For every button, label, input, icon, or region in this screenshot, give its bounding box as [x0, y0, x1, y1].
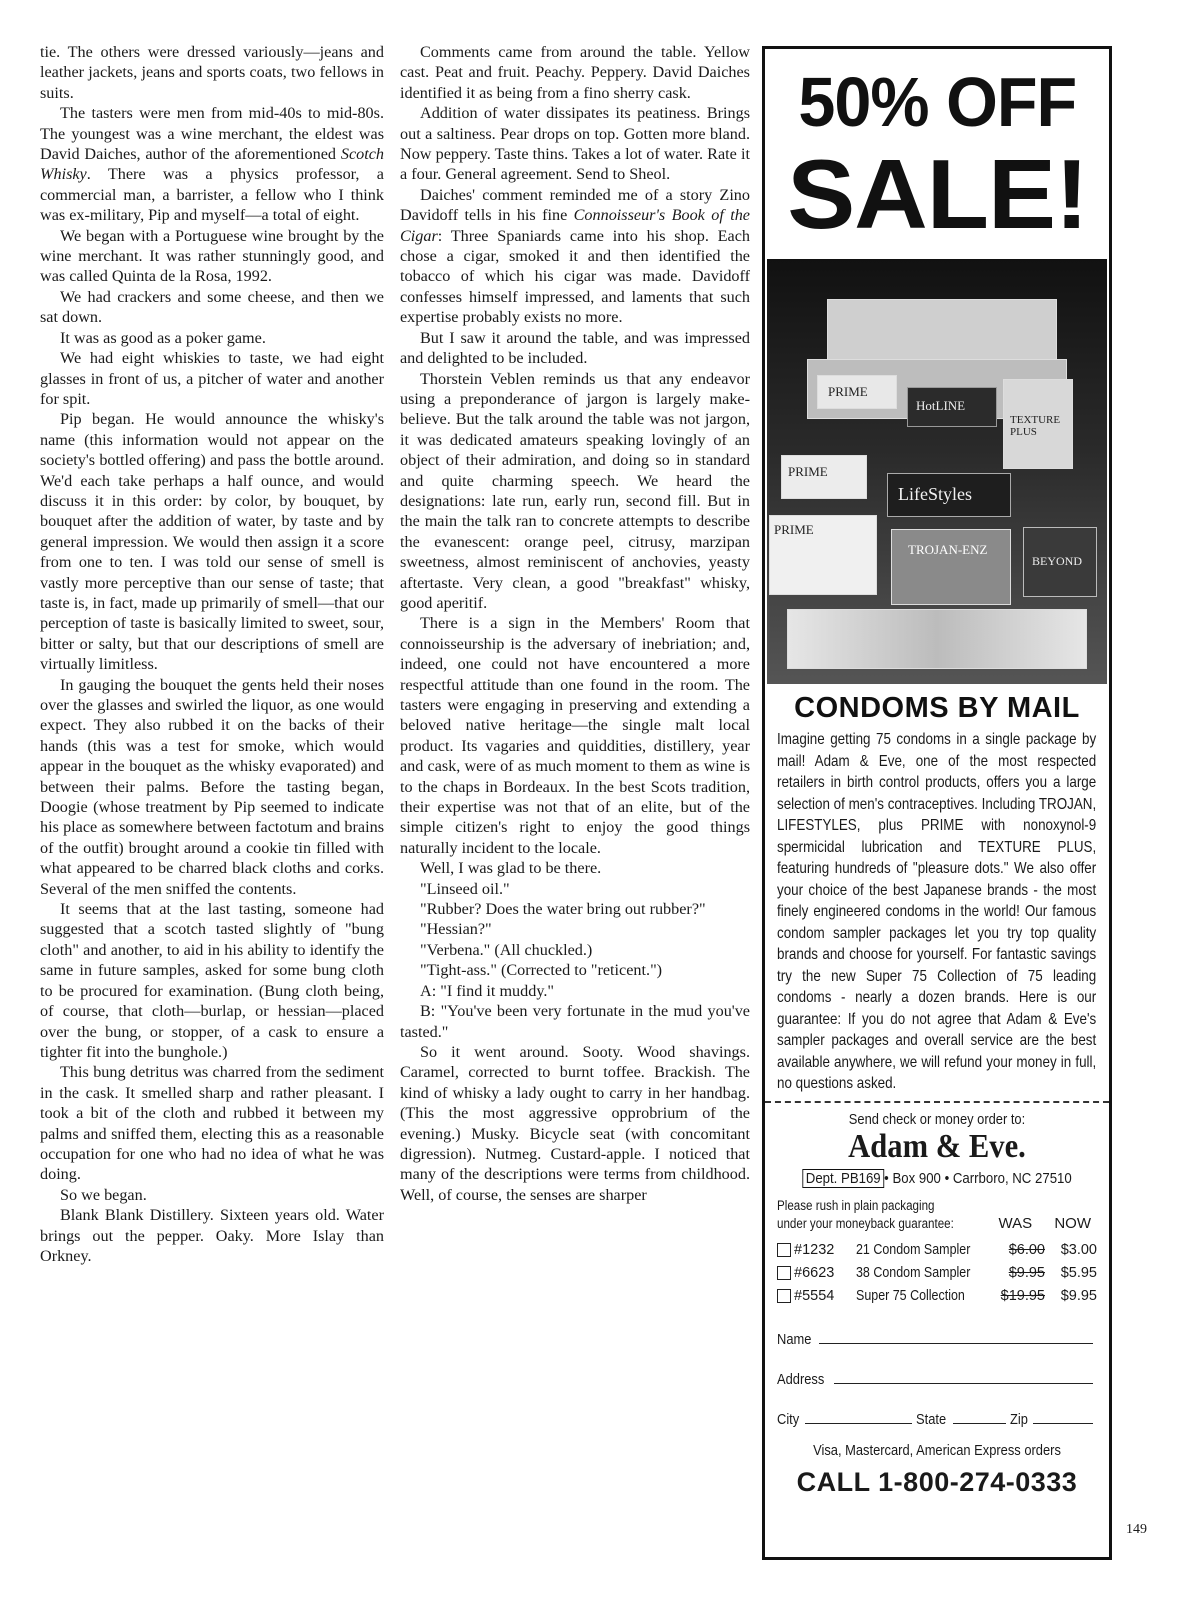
package: TEXTURE PLUS	[1003, 379, 1073, 469]
paragraph: Daiches' comment reminded me of a story Zino Davidoff tells in his fine Connoisseur's Book of the Cigar: Three Spaniards came into his shop. Each chose a cigar, smoked it and then identified the tobacco of which his cigar was made. Davidoff confesses himself impressed, and laments that such expertise probably exists no more.	[400, 185, 750, 327]
product-photo	[767, 259, 1107, 684]
send-instructions: Send check or money order to:	[848, 1110, 1026, 1128]
book-title: Scotch Whisky	[40, 145, 384, 184]
order-row[interactable]: #1232 21 Condom Sampler $6.00 $3.00	[777, 1239, 1097, 1262]
ad-headline	[765, 49, 1109, 259]
paragraph: "Rubber? Does the water bring out rubber?"	[420, 900, 706, 919]
book-title: Connoisseur's Book of the Cigar	[400, 206, 750, 245]
paragraph: "Hessian?"	[420, 920, 492, 939]
brand-logo: Adam & Eve.	[848, 1127, 1026, 1165]
dept-code: Dept. PB169	[802, 1169, 884, 1188]
paragraph: But I saw it around the table, and was impressed and delighted to be included.	[400, 328, 750, 368]
package: PRIME	[769, 515, 877, 595]
paragraph: So we began.	[60, 1185, 147, 1204]
paragraph: We began with a Portuguese wine brought by the wine merchant. It was rather stunningly good, and was called Quinta de la Rosa, 1992.	[40, 226, 384, 286]
price-headers: WAS NOW	[998, 1214, 1091, 1232]
paragraph: Pip began. He would announce the whisky's name (this information would not appear on the society's bottled offering) and pass the bottle around. We'd each take perhaps a half ounce, and would discuss it in this order: by color, by bouquet, by bouquet after the addition of water, by taste and by general impression. We would then assign it a score from one to ten. I was told our sense of smell is vastly more perceptive than our sense of taste; that taste is, in fact, made up primarily of smell—that our perception of taste is basically limited to sweet, sour, bitter or salty, but that our descriptions of smell are virtually limitless.	[40, 410, 384, 674]
paragraph: The tasters were men from mid-40s to mid-80s. The youngest was a wine merchant, the eldest was David Daiches, author of the aforementioned Scotch Whisky. There was a physics professor, a commercial man, a barrister, a fellow who I think was ex-military, Pip and myself—a total of eight.	[40, 104, 384, 225]
paragraph: In gauging the bouquet the gents held their noses over the glasses and swirled the liquor, as one would expect. They also rubbed it on the backs of their hands (this was a test for smoke, which would appear in the bouquet as the whisky evaporated) and between their palms. Before the tasting began, Doogie (whose treatment by Pip seemed to indicate his place as somewhere between factotum and brains of the outfit) brought around a cookie tin filled with what appeared to be charred black cloths and corks. Several of the men sniffed the contents.	[40, 675, 384, 898]
phone-number[interactable]: CALL 1-800-274-0333	[796, 1466, 1078, 1497]
paragraph: This bung detritus was charred from the sediment in the cask. It smelled sharp and rather pleasant. I took a bit of the cloth and rubbed it between my palms and sniffed them, electing this as a reasonable occupation for one who had no idea of what he was doing.	[40, 1063, 384, 1184]
order-row[interactable]: #5554 Super 75 Collection $19.95 $9.95	[777, 1285, 1097, 1308]
paragraph: Thorstein Veblen reminds us that any endeavor using a preponderance of jargon is largely make-believe. But the talk around the table was not jargon, it was dedicated amateurs speaking lovingly of an object of their admiration, and doing so in standard and quite charming speech. We heard the designations: late run, early run, second fill. But in the main the talk ran to concrete attempts to describe the evanescent: orange peel, citrusy, marzipan sweetness, almost reminiscent of anchovies, yeasty aftertaste. Very clean, a good "breakfast" whisky, good aperitif.	[400, 369, 750, 612]
package: PRIME	[781, 455, 867, 499]
package: PRIME	[817, 375, 897, 409]
paragraph: B: "You've been very fortunate in the mud you've tasted."	[400, 1002, 750, 1041]
paragraph: tie. The others were dressed variously—jeans and leather jackets, jeans and sports coats, two fellows in suits.	[40, 43, 384, 102]
paragraph: Well, I was glad to be there.	[420, 859, 602, 878]
ad-title: CONDOMS BY MAIL	[794, 692, 1080, 724]
ad-body: Imagine getting 75 condoms in a single package by mail! Adam & Eve, one of the most respected retailers in birth control products, offers you a large selection of men's contraceptives. Including TROJAN, LIFESTYLES, plus PRIME with nonoxynol-9 spermicidal lubrication and TEXTURE PLUS, featuring hundreds of "pleasure dots." We also offer your choice of the best Japanese brands - the most finely engineered condoms in the world! Our famous condom sampler packages let you try top quality brands and choose for yourself. For fantastic savings try the new Super 75 Collection of 75 leading condoms - nearly a dozen brands. Here is our guarantee: If you do not agree that Adam & Eve's sampler packages and overall service are the best available anywhere, we will refund your money in full, no questions asked.	[777, 731, 1097, 1092]
package: BEYOND	[1023, 527, 1097, 597]
address-field[interactable]: Address	[777, 1366, 1097, 1388]
package: LifeStyles	[887, 473, 1011, 517]
paragraph: Addition of water dissipates its peatiness. Brings out a saltiness. Pear drops on top. Gotten more bland. Now peppery. Taste thins. Takes a lot of water. Rate it a four. General agreement. Send to Sheol.	[400, 104, 750, 184]
page-number: 149	[1126, 1522, 1147, 1537]
coupon-divider	[765, 1101, 1109, 1103]
package: HotLINE	[907, 387, 997, 427]
paragraph: "Verbena." (All chuckled.)	[420, 940, 593, 959]
package: TROJAN-ENZ	[891, 529, 1011, 605]
paragraph: So it went around. Sooty. Wood shavings. Caramel, corrected to burnt toffee. Brackish. The kind of whisky a lady ought to carry in her handbag. (This the most aggressive opprobrium of the evening.) Musky. Bicycle seat (with concomitant digression). Nutmeg. Custard-apple. I noticed that many of the descriptions were terms from childhood. Well, of course, the senses are sharper	[400, 1042, 750, 1204]
paragraph: We had crackers and some cheese, and then we sat down.	[40, 287, 384, 327]
article-column-2	[400, 42, 750, 1205]
paragraph: It was as good as a poker game.	[60, 328, 266, 347]
ad-headline-line-2: SALE!	[786, 139, 1088, 249]
paragraph: A: "I find it muddy."	[420, 981, 555, 1000]
order-options	[777, 1239, 1097, 1308]
package-row	[787, 609, 1087, 669]
rush-notice: Please rush in plain packaging under your moneyback guarantee: WAS NOW	[777, 1197, 1091, 1232]
paragraph: Comments came from around the table. Yellow cast. Peat and fruit. Peachy. Peppery. David Daiches identified it as being from a fino sherry cask.	[400, 43, 750, 102]
paragraph: There is a sign in the Members' Room that connoisseurship is the adversary of inebriation; and, indeed, one could not have encountered a more respectful attitude than one found in the room. The tasters were engaging in preserving and extending a beloved native heritage—the single malt local product. Its vagaries and quiddities, distillery, year and cask, were of as much moment to them as wine is to the chaps in Bordeaux. In the best Scots tradition, their expertise was not that of an elite, but of the simple citizen's right to enjoy the good things naturally incident to the locale.	[400, 614, 750, 857]
order-checkbox[interactable]	[777, 1289, 791, 1303]
article-column-1	[40, 42, 384, 1266]
paragraph: Blank Blank Distillery. Sixteen years old. Water brings out the pepper. Oaky. More Islay than Orkney.	[40, 1206, 384, 1265]
paragraph: It seems that at the last tasting, someone had suggested that a scotch tasted slightly of "bung cloth" and another, to aid in his ability to identify the same in future samples, asked for some bung cloth to be procured for examination. (Bung cloth being, of course, that cloth—burlap, or hessian—placed over the bung, or stopper, of a cask to ensure a tighter fit into the bunghole.)	[40, 900, 384, 1061]
name-field[interactable]: Name	[777, 1326, 1097, 1348]
ad-headline-line-1: 50% OFF	[798, 63, 1076, 141]
order-checkbox[interactable]	[777, 1243, 791, 1257]
mailing-address: Dept. PB169 • Box 900 • Carrboro, NC 27510	[786, 1170, 1089, 1187]
paragraph: "Tight-ass." (Corrected to "reticent.")	[420, 961, 663, 980]
payment-methods: Visa, Mastercard, American Express orders	[813, 1441, 1061, 1459]
city-state-zip-field[interactable]: City State Zip	[777, 1406, 1097, 1428]
order-row[interactable]: #6623 38 Condom Sampler $9.95 $5.95	[777, 1262, 1097, 1285]
paragraph: "Linseed oil."	[420, 879, 510, 898]
order-checkbox[interactable]	[777, 1266, 791, 1280]
paragraph: We had eight whiskies to taste, we had eight glasses in front of us, a pitcher of water and another for spit.	[40, 349, 384, 408]
advertisement	[762, 46, 1112, 1560]
